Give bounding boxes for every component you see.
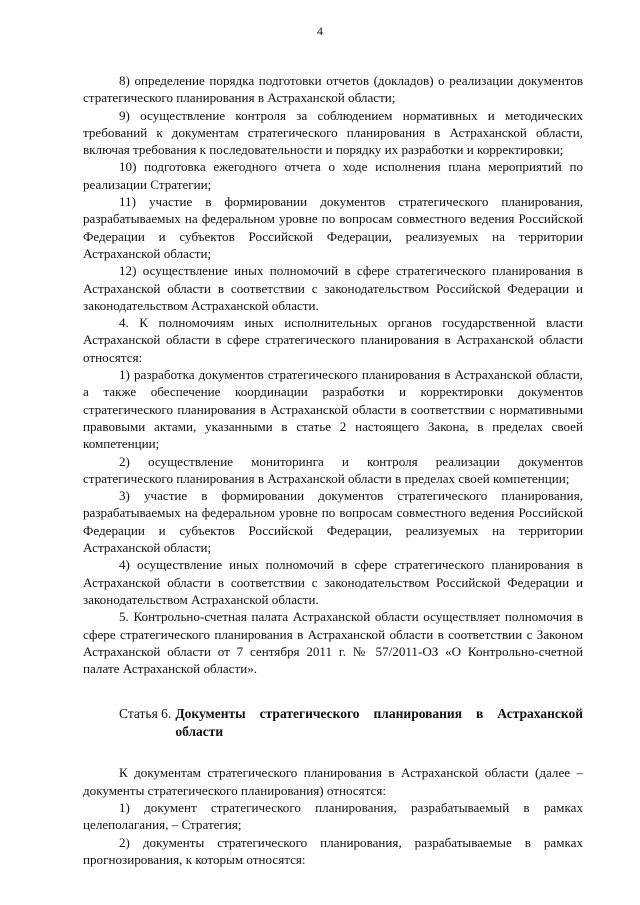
paragraph: 3) участие в формировании документов стратегического планирования, разрабатываемых на федеральном уровне по вопросам совместного ведения Российской Федерации и субъектов Российской Федерации, реализуемых на территории Астраханской области; [83,488,583,556]
paragraph: К документам стратегического планирования в Астраханской области (далее – документы стратегического планирования) относятся: [83,765,583,798]
paragraph: 8) определение порядка подготовки отчетов (докладов) о реализации документов стратегического планирования в Астраханской области; [83,73,583,106]
paragraph: 11) участие в формировании документов стратегического планирования, разрабатываемых на федеральном уровне по вопросам совместного ведения Российской Федерации и субъектов Российской Федерации, реализуемых на территории Астраханской области; [83,194,583,261]
document-body [83,72,583,868]
article-heading [83,705,583,740]
paragraph: 2) осуществление мониторинга и контроля реализации документов стратегического планирования в Астраханской области в пределах своей компетенции; [83,453,583,486]
paragraph: 10) подготовка ежегодного отчета о ходе исполнения плана мероприятий по реализации Стратегии; [83,159,583,192]
paragraph: 1) документ стратегического планирования, разрабатываемый в рамках целеполагания, – Стратегия; [83,799,583,833]
paragraph: 1) разработка документов стратегического планирования в Астраханской области, а также обеспечение координации разработки и корректировки документов стратегического планирования в Астраханской области в соответствии с нормативными правовыми актами, указанными в статье 2 настоящего Закона, в пределах своей компетенции; [83,367,583,452]
paragraph: 5. Контрольно-счетная палата Астраханской области осуществляет полномочия в сфере стратегического планирования в Астраханской области в соответствии с Законом Астраханской области от 7 сентября 2011 г. № 57/2011-ОЗ «О Контрольно-счетной палате Астраханской области». [83,609,583,677]
paragraph: 4) осуществление иных полномочий в сфере стратегического планирования в Астраханской области в соответствии с законодательством Российской Федерации и законодательством Астраханской области. [83,557,583,607]
paragraph: 4. К полномочиям иных исполнительных органов государственной власти Астраханской области в сфере стратегического планирования в Астраханской области относятся: [83,315,583,365]
paragraph: 9) осуществление контроля за соблюдением нормативных и методических требований к документам стратегического планирования в Астраханской области, включая требования к последовательности и порядку их разработки и корректировки; [83,107,583,158]
paragraph: 2) документы стратегического планирования, разрабатываемые в рамках прогнозирования, к которым относятся: [83,834,583,867]
paragraph: 12) осуществление иных полномочий в сфере стратегического планирования в Астраханской области в соответствии с законодательством Российской Федерации и законодательством Астраханской области. [83,263,583,313]
article-title: Документы стратегического планирования в Астраханской области [175,706,583,739]
page-number: 4 [317,24,323,38]
article-number: Статья 6. [119,706,172,722]
